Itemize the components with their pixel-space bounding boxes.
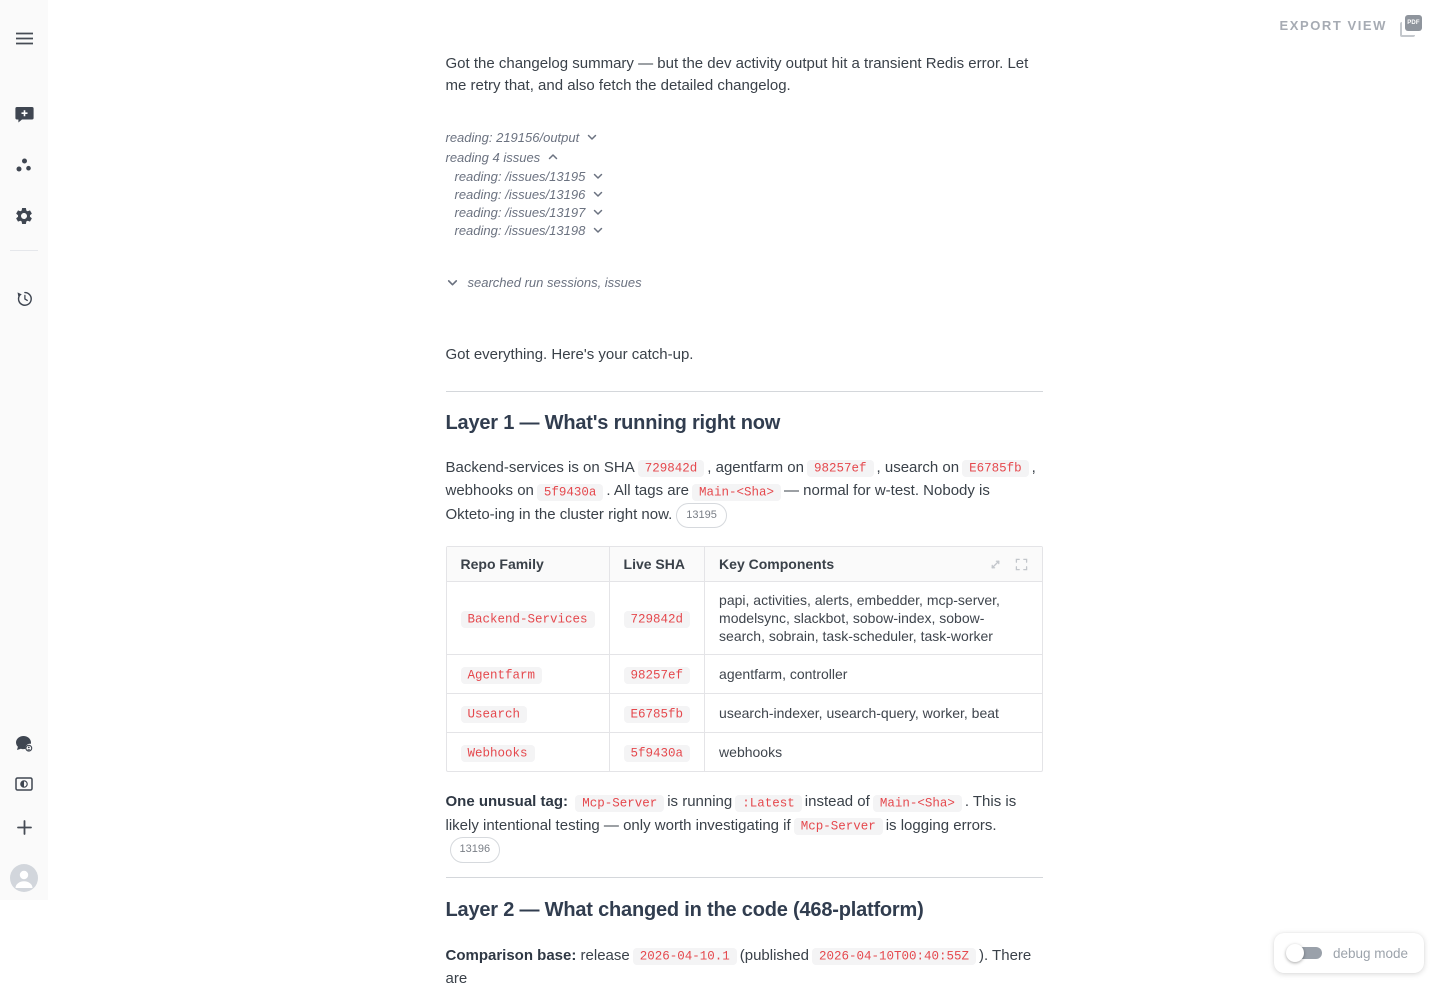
column-header-label: Key Components	[719, 556, 835, 572]
live-sha-cell	[609, 733, 705, 772]
settings-button[interactable]	[6, 200, 42, 236]
components-cell: papi, activities, alerts, embedder, mcp-server, modelsync, slackbot, sobow-index, sobow-search, sobrain, task-scheduler, task-worker	[705, 582, 1042, 655]
inline-code-chip: E6785fb	[962, 460, 1029, 477]
menu-button[interactable]	[6, 23, 42, 59]
sidebar	[0, 0, 48, 900]
column-header-live-sha: Live SHA	[609, 547, 705, 582]
sha-chip: 5f9430a	[624, 745, 691, 762]
tool-line-label: reading: /issues/13196	[454, 186, 586, 202]
text-span: . This is likely intentional testing — only worth investigating if	[445, 793, 1017, 834]
preview-icon	[15, 777, 33, 796]
text-span: , usearch on	[876, 458, 960, 476]
repo-chip: Usearch	[461, 706, 528, 723]
sha-chip: 729842d	[624, 611, 691, 628]
section-divider	[446, 391, 1043, 392]
debug-mode-toggle[interactable]	[1286, 944, 1322, 962]
inline-code-chip: Main-<Sha>	[692, 484, 781, 501]
new-chat-button[interactable]	[6, 99, 42, 135]
inline-code-chip: :Latest	[735, 795, 802, 812]
export-view-button[interactable]	[1280, 13, 1422, 37]
text-span: , webhooks on	[445, 458, 1036, 499]
repo-chip: Backend-Services	[461, 611, 595, 628]
chevron-down-icon	[592, 188, 604, 200]
new-chat-icon	[15, 106, 34, 129]
bold-text: Comparison base:	[445, 946, 581, 964]
layer2-heading: Layer 2 — What changed in the code (468-platform)	[445, 898, 924, 921]
text-span: instead of	[804, 793, 870, 810]
section-divider	[446, 877, 1043, 878]
repo-family-cell	[447, 694, 610, 733]
repo-family-cell	[447, 733, 610, 772]
text-span: . All tags are	[606, 482, 689, 499]
layer1-heading: Layer 1 — What's running right now	[445, 411, 781, 434]
table-header-row	[447, 547, 1042, 582]
text-span: is running	[667, 793, 733, 810]
tool-line-label: reading: /issues/13195	[454, 168, 586, 184]
tool-line-label: searched run sessions, issues	[467, 274, 642, 290]
tool-line-issue[interactable]	[455, 167, 1043, 185]
chevron-up-icon	[547, 151, 559, 163]
chevron-down-icon	[446, 276, 459, 289]
tool-line-issue[interactable]	[455, 185, 1043, 203]
chevron-down-icon	[592, 170, 604, 182]
nodes-icon	[16, 158, 32, 178]
pdf-icon-page-front: PDF	[1405, 15, 1422, 31]
hamburger-icon	[16, 32, 33, 50]
inline-code-chip: 2026-04-10T00:40:55Z	[812, 948, 976, 965]
text-span: ). There are	[445, 946, 1032, 987]
feedback-icon	[15, 735, 34, 758]
main-content	[48, 0, 1440, 990]
text-span: — normal for w-test. Nobody is Okteto-ing in the cluster right now.	[445, 482, 990, 523]
citation-badge[interactable]: 13195	[676, 503, 727, 529]
chevron-down-icon	[592, 224, 604, 236]
repo-family-cell	[447, 655, 610, 694]
inline-code-chip: 5f9430a	[537, 484, 604, 501]
text-span: release	[580, 946, 630, 964]
tool-line-label: reading: /issues/13197	[454, 204, 586, 220]
inline-code-chip: Mcp-Server	[575, 795, 664, 812]
text-span: Backend-services is on SHA	[445, 458, 635, 476]
sha-chip: 98257ef	[624, 667, 691, 684]
expand-table-icon[interactable]	[989, 558, 1002, 571]
plus-icon	[17, 820, 32, 840]
live-sha-cell	[609, 694, 705, 733]
repo-table-body	[447, 582, 1042, 772]
repo-family-cell	[447, 582, 610, 655]
tool-line-reading-group[interactable]	[446, 147, 1043, 167]
tool-line-searched[interactable]	[446, 272, 1043, 292]
tool-line-label: reading 4 issues	[445, 149, 541, 165]
live-sha-cell	[609, 582, 705, 655]
repo-chip: Agentfarm	[461, 667, 543, 684]
table-row	[447, 733, 1042, 772]
text-span: , agentfarm on	[707, 458, 804, 476]
sha-chip: E6785fb	[624, 706, 691, 723]
layer1-paragraph	[446, 457, 1043, 530]
table-row	[447, 582, 1042, 655]
text-span: is logging errors.	[885, 816, 997, 834]
bold-text: One unusual tag:	[445, 793, 573, 810]
unusual-tag-paragraph	[446, 791, 1043, 864]
inline-code-chip: 2026-04-10.1	[633, 948, 737, 965]
debug-mode-card	[1274, 933, 1424, 973]
components-cell: usearch-indexer, usearch-query, worker, beat	[705, 694, 1042, 733]
components-cell: agentfarm, controller	[705, 655, 1042, 694]
assistant-intro-paragraph: Got the changelog summary — but the dev activity output hit a transient Redis error. Let me retry that, and also fetch the detailed changelog.	[445, 55, 1029, 94]
tool-line-label: reading: 219156/output	[445, 129, 580, 145]
debug-mode-label: debug mode	[1332, 945, 1408, 961]
inline-code-chip: 98257ef	[807, 460, 874, 477]
tool-call-log	[446, 127, 1043, 292]
topbar	[48, 0, 1440, 52]
catchup-paragraph: Got everything. Here's your catch-up.	[445, 346, 694, 363]
repo-table	[446, 546, 1043, 772]
inline-code-chip: 729842d	[638, 460, 705, 477]
feedback-button[interactable]	[6, 728, 42, 764]
chevron-down-icon	[592, 206, 604, 218]
profile-button[interactable]	[6, 860, 42, 896]
column-header-repo-family: Repo Family	[447, 547, 610, 582]
avatar	[10, 864, 38, 892]
preview-button[interactable]	[6, 768, 42, 804]
tool-line-label: reading: /issues/13198	[454, 222, 586, 238]
tool-line-issue[interactable]	[455, 221, 1043, 239]
gear-icon	[14, 206, 34, 231]
tool-sublist	[446, 167, 1043, 239]
column-header-key-components	[705, 547, 1042, 582]
nodes-button[interactable]	[6, 150, 42, 186]
history-button[interactable]	[6, 283, 42, 319]
export-view-label: EXPORT VIEW	[1279, 17, 1387, 33]
inline-code-chip: Mcp-Server	[794, 818, 883, 835]
add-button[interactable]	[6, 812, 42, 848]
history-icon	[15, 289, 34, 313]
text-span: (published	[739, 946, 809, 964]
citation-badge[interactable]: 13196	[450, 837, 501, 863]
repo-chip: Webhooks	[461, 745, 535, 762]
inline-code-chip: Main-<Sha>	[873, 795, 962, 812]
components-cell: webhooks	[719, 744, 783, 760]
chevron-down-icon	[586, 131, 598, 143]
tool-line-reading-output[interactable]	[446, 127, 1043, 147]
comparison-base-paragraph	[446, 945, 1043, 990]
table-row	[447, 694, 1042, 733]
fullscreen-icon[interactable]	[1015, 558, 1028, 571]
sidebar-divider	[10, 250, 38, 251]
tool-line-issue[interactable]	[455, 203, 1043, 221]
toggle-knob	[1286, 944, 1304, 962]
live-sha-cell	[609, 655, 705, 694]
pdf-export-icon	[1400, 13, 1422, 37]
table-row	[447, 655, 1042, 694]
